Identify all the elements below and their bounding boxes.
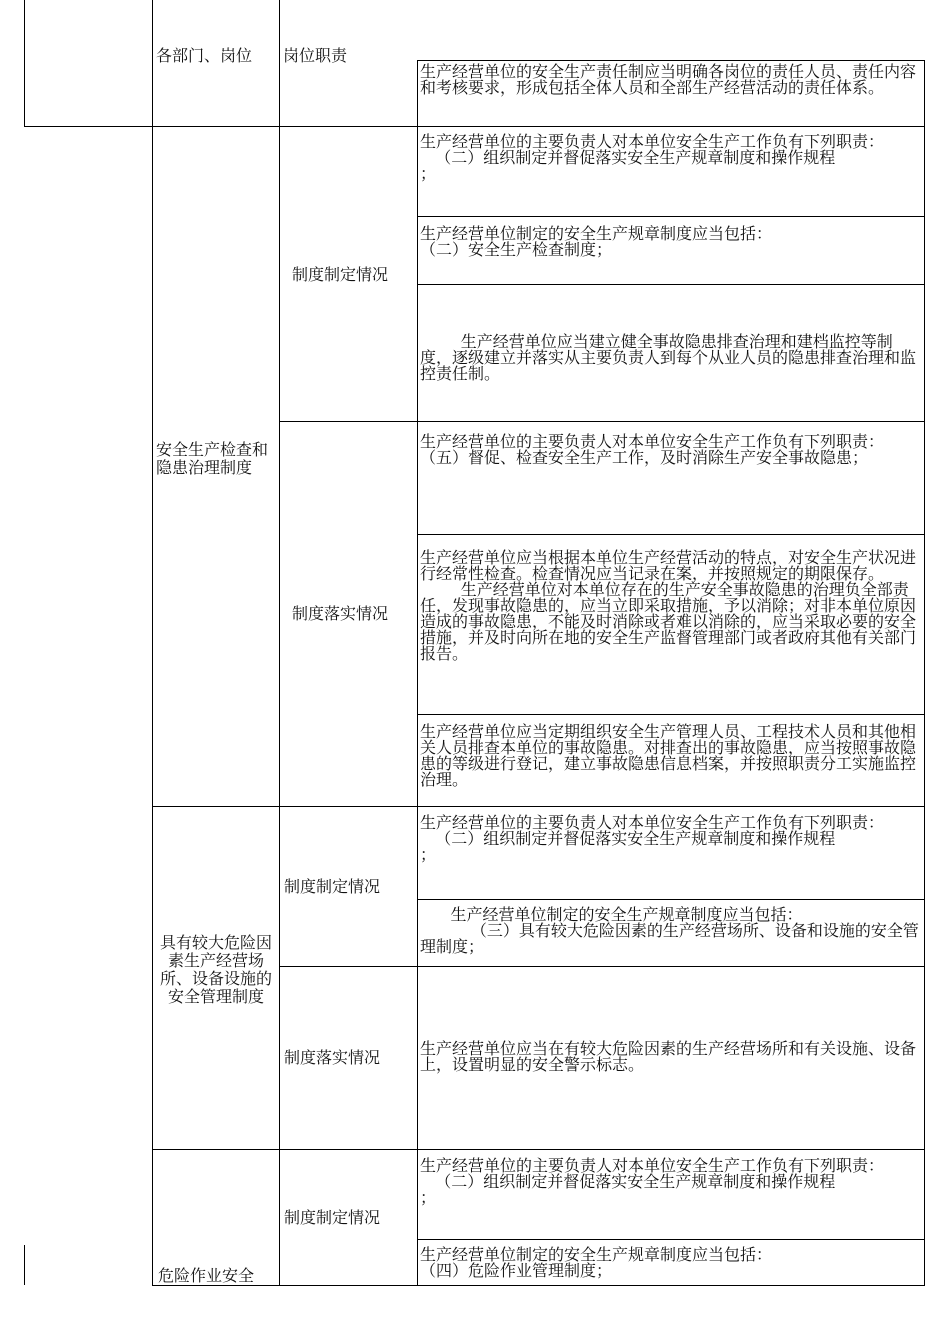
item-label-formulation: 制度制定情况 [284, 877, 381, 896]
category-label-dangerous-work: 危险作业安全 [158, 1266, 255, 1285]
item-label-formulation: 制度制定情况 [292, 265, 389, 284]
requirement-cell: 生产经营单位应当定期组织安全生产管理人员、工程技术人员和其他相关人员排查本单位的事故隐患。对排查出的事故隐患，应当按照事故隐患的等级进行登记，建立事故隐患信息档案，并按照职责分工实施监控治理。 [420, 722, 917, 789]
requirement-cell: 生产经营单位应当根据本单位生产经营活动的特点，对安全生产状况进行经常性检查。检查情况应当记录在案，并按照规定的期限保存。 生产经营单位对本单位存在的生产安全事故隐患的治理负全部责任，发现事故隐患的，应当立即采取措施，予以消除；对非本单位原因造成的事故隐患，不能及时消除或者难以消除的，应当采取必要的安全措施，并及时向所在地的安全生产监督管理部门或者政府其他有关部门报告。 [420, 548, 917, 663]
grid-line [24, 1245, 25, 1285]
grid-line [279, 0, 280, 1285]
grid-line [417, 899, 925, 900]
grid-line [152, 1149, 925, 1150]
requirement-cell: 生产经营单位应当建立健全事故隐患排查治理和建档监控等制度，逐级建立并落实从主要负责人到每个从业人员的隐患排查治理和监控责任制。 [420, 332, 917, 383]
item-label-top-partial: 岗位职责 [283, 46, 348, 65]
requirement-cell: 生产经营单位制定的安全生产规章制度应当包括： （四）危险作业管理制度； [420, 1245, 773, 1280]
item-label-implementation: 制度落实情况 [284, 1048, 381, 1067]
grid-line [24, 0, 25, 126]
requirement-cell: 生产经营单位制定的安全生产规章制度应当包括： （二）安全生产检查制度； [420, 224, 773, 259]
grid-line [152, 0, 153, 1285]
grid-line [152, 806, 925, 807]
requirement-cell: 生产经营单位的主要负责人对本单位安全生产工作负有下列职责： （二）组织制定并督促落实安全生产规章制度和操作规程 ； [420, 813, 885, 864]
requirement-cell: 生产经营单位的安全生产责任制应当明确各岗位的责任人员、责任内容和考核要求，形成包括全体人员和全部生产经营活动的责任体系。 [420, 62, 917, 97]
grid-line [24, 126, 925, 127]
grid-line [417, 60, 418, 1285]
item-label-formulation: 制度制定情况 [284, 1208, 381, 1227]
requirement-cell: 生产经营单位的主要负责人对本单位安全生产工作负有下列职责： （二）组织制定并督促落实安全生产规章制度和操作规程 ； [420, 132, 885, 183]
requirement-cell: 生产经营单位的主要负责人对本单位安全生产工作负有下列职责： （五）督促、检查安全生产工作，及时消除生产安全事故隐患； [420, 432, 885, 467]
category-label-safety-inspection: 安全生产检查和隐患治理制度 [156, 440, 269, 477]
item-label-implementation: 制度落实情况 [292, 604, 389, 623]
grid-line [417, 284, 925, 285]
grid-line [417, 714, 925, 715]
grid-line [417, 216, 925, 217]
requirement-cell: 生产经营单位的主要负责人对本单位安全生产工作负有下列职责： （二）组织制定并督促落实安全生产规章制度和操作规程 ； [420, 1156, 885, 1207]
grid-line [417, 1239, 925, 1240]
category-label-major-hazard: 具有较大危险因素生产经营场所、设备设施的安全管理制度 [159, 933, 272, 1006]
grid-line [417, 534, 925, 535]
category-label-top-partial: 各部门、岗位 [156, 46, 253, 65]
grid-line [417, 60, 925, 61]
grid-line [924, 60, 925, 1285]
requirement-cell: 生产经营单位制定的安全生产规章制度应当包括： （三）具有较大危险因素的生产经营场所、设备和设施的安全管理制度； [420, 905, 919, 956]
grid-line [279, 966, 925, 967]
grid-line [279, 421, 925, 422]
requirement-cell: 生产经营单位应当在有较大危险因素的生产经营场所和有关设施、设备上，设置明显的安全警示标志。 [420, 1039, 917, 1074]
grid-line [152, 1285, 925, 1286]
